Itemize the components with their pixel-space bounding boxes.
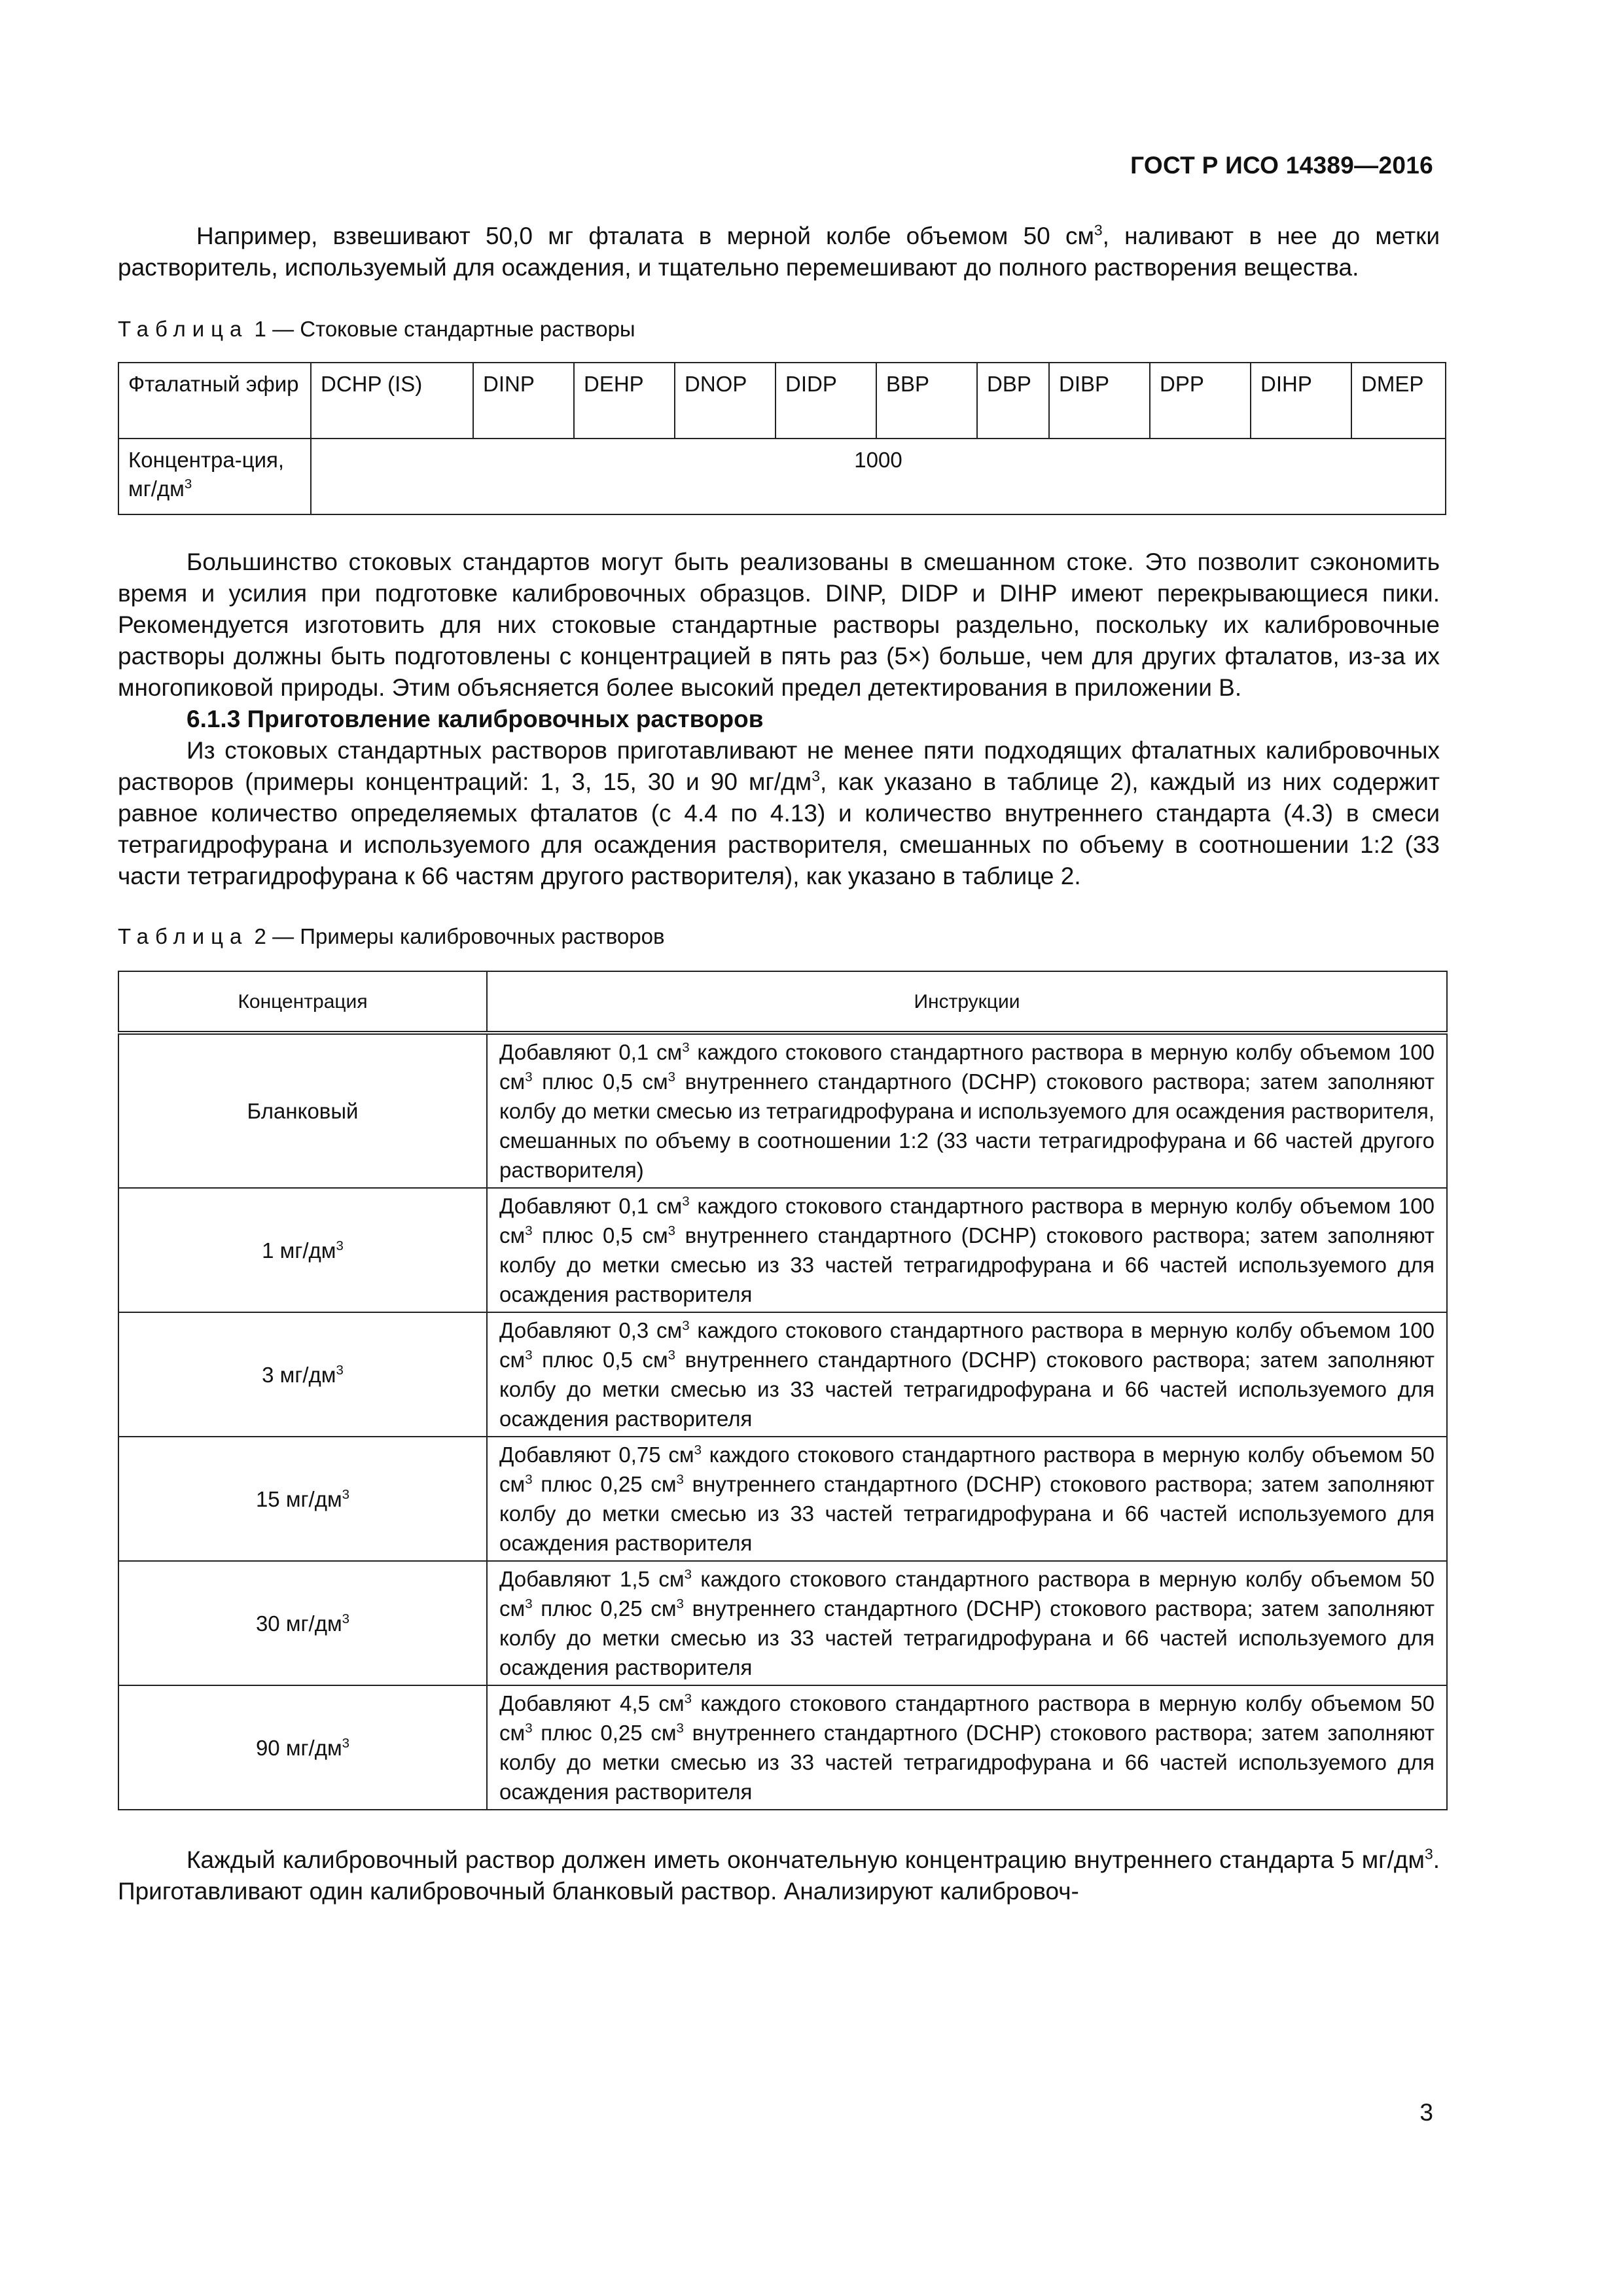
superscript: 3 bbox=[525, 1223, 533, 1238]
caption-text: 1 — Стоковые стандартные растворы bbox=[248, 317, 635, 341]
paragraph-text: , наливают в нее до метки растворитель, используемый для осаждения, и тщательно перемешивают до полного растворения вещества. bbox=[118, 223, 1440, 281]
ester-cell: DMEP bbox=[1351, 363, 1446, 439]
cell-text: Добавляют 4,5 см bbox=[499, 1691, 685, 1715]
ester-cell: DBP bbox=[977, 363, 1049, 439]
superscript: 3 bbox=[525, 1596, 533, 1611]
superscript: 3 bbox=[682, 1040, 690, 1055]
concentration-cell bbox=[118, 1312, 487, 1437]
superscript: 3 bbox=[1094, 221, 1103, 239]
calibration-solutions-table bbox=[118, 971, 1448, 1810]
cell-text: плюс 0,5 см bbox=[532, 1223, 668, 1247]
table-row bbox=[118, 1033, 1447, 1188]
superscript: 3 bbox=[184, 476, 192, 492]
superscript: 3 bbox=[684, 1691, 692, 1706]
table-row bbox=[118, 1685, 1447, 1810]
column-header-concentration: Концентрация bbox=[118, 971, 487, 1033]
caption-text: 2 — Примеры калибровочных растворов bbox=[248, 924, 665, 948]
paragraph-final-concentration bbox=[118, 1844, 1440, 1907]
ester-cell: DIDP bbox=[776, 363, 876, 439]
concentration-value: 1000 bbox=[311, 439, 1446, 514]
superscript: 3 bbox=[682, 1318, 690, 1333]
superscript: 3 bbox=[525, 1348, 533, 1363]
superscript: 3 bbox=[336, 1362, 344, 1378]
superscript: 3 bbox=[342, 1735, 350, 1751]
superscript: 3 bbox=[682, 1194, 690, 1209]
superscript: 3 bbox=[1424, 1845, 1433, 1863]
column-header-instructions: Инструкции bbox=[487, 971, 1447, 1033]
paragraph-text: Например, взвешивают 50,0 мг фталата в мерной колбе объемом 50 см bbox=[196, 223, 1094, 249]
concentration-cell bbox=[118, 1437, 487, 1561]
superscript: 3 bbox=[342, 1486, 350, 1502]
paragraph-weighing bbox=[118, 221, 1440, 283]
table-header-row bbox=[118, 971, 1447, 1033]
caption-label: Таблица bbox=[118, 317, 249, 341]
superscript: 3 bbox=[668, 1348, 676, 1363]
ester-cell: DEHP bbox=[574, 363, 675, 439]
cell-text: Добавляют 0,1 см bbox=[499, 1040, 683, 1064]
row-label-concentration bbox=[118, 439, 311, 514]
cell-text: внутреннего стандартного (DCHP) стокового раствора; затем заполняют колбу до метки смесью из 33 частей тетрагидрофурана и 66 частей используемого для осаждения растворителя bbox=[499, 1472, 1435, 1555]
cell-text: Бланковый bbox=[247, 1099, 359, 1123]
superscript: 3 bbox=[525, 1472, 533, 1487]
caption-label: Таблица bbox=[118, 924, 249, 948]
concentration-cell bbox=[118, 1561, 487, 1685]
ester-cell: DCHP (IS) bbox=[311, 363, 473, 439]
table-row bbox=[118, 1312, 1447, 1437]
instructions-cell bbox=[487, 1561, 1447, 1685]
cell-text: 1 мг/дм bbox=[262, 1238, 336, 1263]
table-row bbox=[118, 363, 1446, 439]
page-content bbox=[118, 221, 1440, 1907]
instructions-cell bbox=[487, 1033, 1447, 1188]
table-row bbox=[118, 1561, 1447, 1685]
cell-text: каждого стокового стандартного раствора в мерную колбу объемом 100 см bbox=[499, 1194, 1435, 1247]
concentration-cell bbox=[118, 1188, 487, 1312]
instructions-cell bbox=[487, 1437, 1447, 1561]
paragraph-stock-standards: Большинство стоковых стандартов могут быть реализованы в смешанном стоке. Это позволит сэкономить время и усилия при подготовке калибровочных образцов. DINP, DIDP и DIHP имеют перекрывающиеся пики. Рекомендуется изготовить для них стоковые стандартные растворы раздельно, поскольку их калибровочные растворы должны быть подготовлены с концентрацией в пять раз (5×) больше, чем для других фталатов, из-за их многопиковой природы. Этим объясняется более высокий предел детектирования в приложении В. bbox=[118, 548, 1440, 701]
paragraph-text: Каждый калибровочный раствор должен иметь окончательную концентрацию внутреннего стандарта 5 мг/дм bbox=[187, 1846, 1425, 1873]
cell-text: Добавляют 0,3 см bbox=[499, 1318, 683, 1342]
ester-cell: DPP bbox=[1150, 363, 1251, 439]
table2-caption bbox=[118, 922, 1440, 951]
cell-text: внутреннего стандартного (DCHP) стокового раствора; затем заполняют колбу до метки смесью из 33 частей тетрагидрофурана и 66 частей используемого для осаждения растворителя bbox=[499, 1223, 1435, 1306]
concentration-cell bbox=[118, 1685, 487, 1810]
cell-text: Добавляют 0,1 см bbox=[499, 1194, 683, 1218]
paragraph-calibration bbox=[118, 735, 1440, 892]
superscript: 3 bbox=[668, 1069, 676, 1085]
stock-solutions-table bbox=[118, 362, 1446, 515]
superscript: 3 bbox=[676, 1596, 684, 1611]
superscript: 3 bbox=[684, 1567, 692, 1582]
cell-text: плюс 0,25 см bbox=[532, 1472, 677, 1496]
cell-text: каждого стокового стандартного раствора в мерную колбу объемом 100 см bbox=[499, 1040, 1435, 1094]
cell-text: плюс 0,25 см bbox=[532, 1596, 677, 1621]
cell-text: Добавляют 0,75 см bbox=[499, 1443, 694, 1467]
cell-text: 90 мг/дм bbox=[255, 1735, 342, 1760]
table-row bbox=[118, 1437, 1447, 1561]
superscript: 3 bbox=[525, 1069, 533, 1085]
cell-text: каждого стокового стандартного раствора в мерную колбу объемом 100 см bbox=[499, 1318, 1435, 1372]
ester-cell: DIBP bbox=[1049, 363, 1150, 439]
ester-cell: DIHP bbox=[1251, 363, 1351, 439]
superscript: 3 bbox=[812, 767, 820, 785]
cell-text: плюс 0,5 см bbox=[532, 1069, 668, 1094]
section-heading: 6.1.3 Приготовление калибровочных растворов bbox=[187, 706, 764, 732]
cell-text: плюс 0,5 см bbox=[532, 1348, 668, 1372]
table1-caption bbox=[118, 315, 1440, 344]
ester-cell: BBP bbox=[876, 363, 977, 439]
cell-text: внутреннего стандартного (DCHP) стокового раствора; затем заполняют колбу до метки смесью из 33 частей тетрагидрофурана и 66 частей используемого для осаждения растворителя bbox=[499, 1348, 1435, 1431]
document-id: ГОСТ Р ИСО 14389—2016 bbox=[1130, 152, 1433, 179]
superscript: 3 bbox=[676, 1472, 684, 1487]
cell-text: каждого стокового стандартного раствора в мерную колбу объемом 50 см bbox=[499, 1567, 1435, 1621]
table-row bbox=[118, 1188, 1447, 1312]
superscript: 3 bbox=[676, 1721, 684, 1736]
cell-text: Добавляют 1,5 см bbox=[499, 1567, 685, 1591]
table-row bbox=[118, 439, 1446, 514]
row-label-ester: Фталатный эфир bbox=[118, 363, 311, 439]
cell-text: Концентра-ция, мг/дм bbox=[128, 448, 285, 501]
cell-text: каждого стокового стандартного раствора в мерную колбу объемом 50 см bbox=[499, 1443, 1435, 1496]
paragraph-text: Из стоковых стандартных растворов приготавливают не менее пяти подходящих фталатных калибровочных растворов (примеры концентраций: 1, 3, 15, 30 и 90 мг/дм bbox=[118, 737, 1440, 795]
cell-text: внутреннего стандартного (DCHP) стокового раствора; затем заполняют колбу до метки смесью из тетрагидрофурана и используемого для осаждения растворителя, смешанных по объему в соотношении 1:2 (33 части тетрагидрофурана и 66 частей другого растворителя) bbox=[499, 1069, 1435, 1182]
cell-text: 30 мг/дм bbox=[255, 1611, 342, 1636]
paragraph-text: . Приготавливают один калибровочный бланковый раствор. Анализируют калибровоч- bbox=[118, 1846, 1440, 1905]
page-number: 3 bbox=[1419, 2099, 1433, 2126]
cell-text: 3 мг/дм bbox=[262, 1362, 336, 1387]
cell-text: каждого стокового стандартного раствора в мерную колбу объемом 50 см bbox=[499, 1691, 1435, 1745]
instructions-cell bbox=[487, 1188, 1447, 1312]
superscript: 3 bbox=[694, 1443, 702, 1458]
superscript: 3 bbox=[525, 1721, 533, 1736]
ester-cell: DNOP bbox=[675, 363, 776, 439]
cell-text: 15 мг/дм bbox=[255, 1486, 342, 1511]
paragraph-text: , как указано в таблице 2), каждый из них содержит равное количество определяемых фталатов (с 4.4 по 4.13) и количество внутреннего стандарта (4.3) в смеси тетрагидрофурана и используемого для осаждения растворителя, смешанных по объему в соотношении 1:2 (33 части тетрагидрофурана к 66 частям другого растворителя), как указано в таблице 2. bbox=[118, 768, 1440, 889]
ester-cell: DINP bbox=[473, 363, 574, 439]
concentration-cell bbox=[118, 1033, 487, 1188]
superscript: 3 bbox=[342, 1611, 350, 1626]
cell-text: плюс 0,25 см bbox=[532, 1721, 677, 1745]
cell-text: внутреннего стандартного (DCHP) стокового раствора; затем заполняют колбу до метки смесью из 33 частей тетрагидрофурана и 66 частей используемого для осаждения растворителя bbox=[499, 1721, 1435, 1804]
instructions-cell bbox=[487, 1312, 1447, 1437]
instructions-cell bbox=[487, 1685, 1447, 1810]
superscript: 3 bbox=[336, 1238, 344, 1253]
superscript: 3 bbox=[668, 1223, 676, 1238]
cell-text: внутреннего стандартного (DCHP) стокового раствора; затем заполняют колбу до метки смесью из 33 частей тетрагидрофурана и 66 частей используемого для осаждения растворителя bbox=[499, 1596, 1435, 1679]
